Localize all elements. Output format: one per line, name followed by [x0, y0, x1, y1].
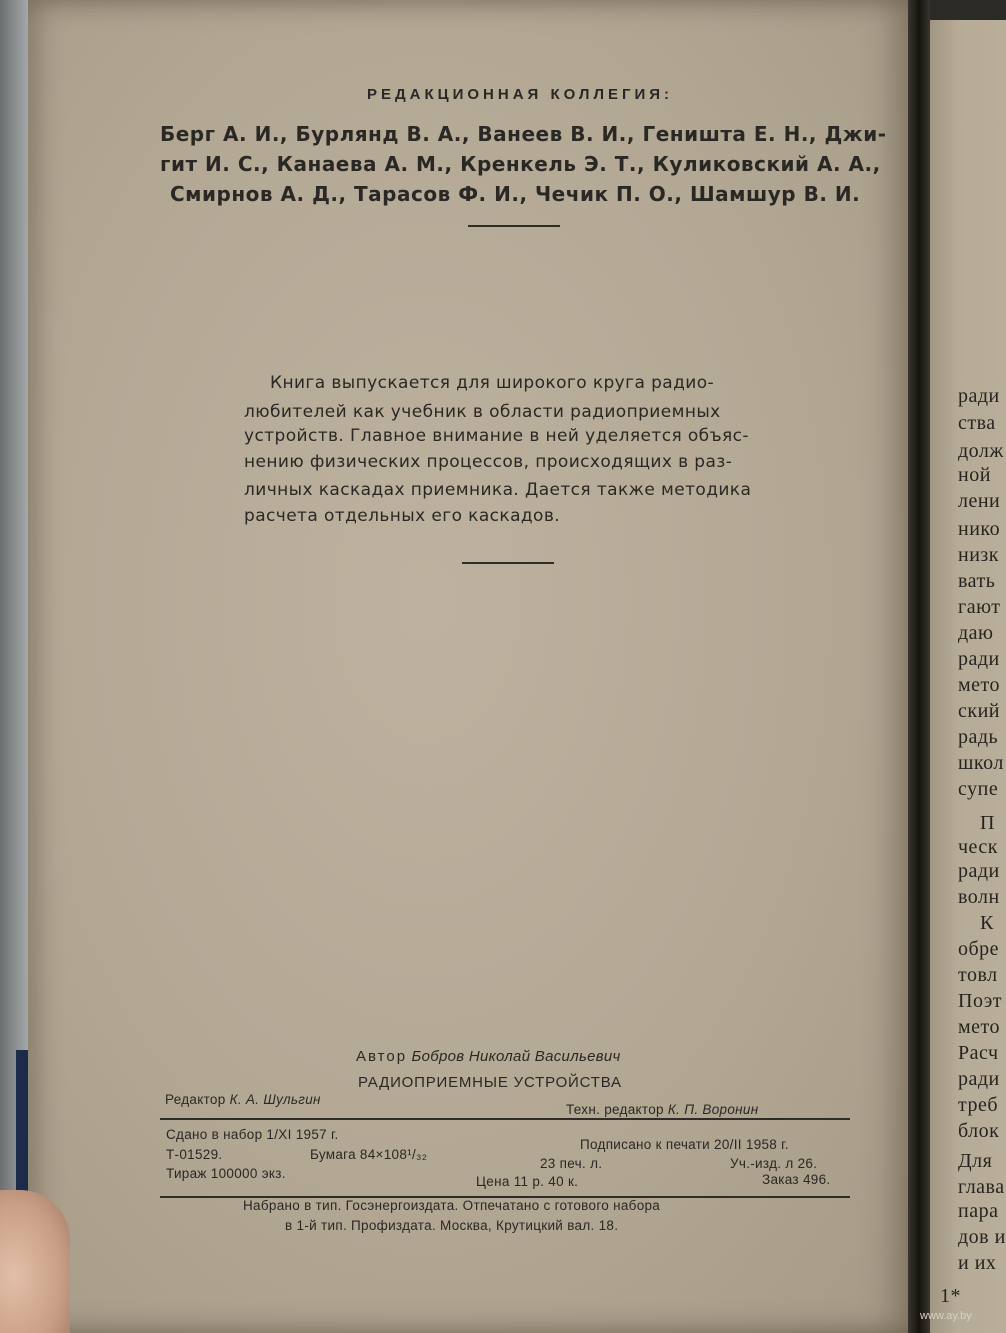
- editorial-board-line-3: Смирнов А. Д., Тарасов Ф. И., Чечик П. О., Шамшур В. И.: [170, 182, 861, 206]
- order-number: Заказ 496.: [762, 1172, 831, 1187]
- next-page-fragment: К: [980, 912, 994, 934]
- author-name: Бобров Николай Васильевич: [411, 1048, 621, 1065]
- submitted-date: Сдано в набор 1/XI 1957 г.: [166, 1127, 339, 1142]
- editorial-board-line-1: Берг А. И., Бурлянд В. А., Ванеев В. И., Геништа Е. Н., Джи-: [160, 122, 887, 146]
- editorial-board-heading: РЕДАКЦИОННАЯ КОЛЛЕГИЯ:: [366, 86, 674, 103]
- tech-editor-prefix: Техн. редактор: [566, 1102, 664, 1117]
- publisher-sheets: Уч.-изд. л 26.: [730, 1156, 818, 1171]
- tech-editor-line: [566, 1102, 758, 1117]
- next-page-fragment: ради: [958, 1068, 1000, 1090]
- tech-editor-name: К. П. Воронин: [667, 1102, 759, 1117]
- next-page-fragment: вать: [958, 570, 996, 592]
- print-code: Т-01529.: [166, 1147, 223, 1162]
- next-page-fragment: Расч: [958, 1042, 999, 1064]
- paper-format: Бумага 84×108¹/₃₂: [310, 1147, 428, 1162]
- annotation-line-4: нению физических процессов, происходящих в раз-: [244, 452, 733, 472]
- next-page-fragment: Поэт: [958, 990, 1003, 1012]
- divider-middle: [462, 562, 554, 564]
- next-page-fragment: ради: [958, 648, 1000, 670]
- next-page-fragment: дов и: [958, 1226, 1006, 1248]
- annotation-line-5: личных каскадах приемника. Дается также методика: [244, 480, 752, 500]
- next-page-fragment: гают: [958, 596, 1001, 618]
- next-page-fragment: нико: [958, 518, 1001, 540]
- watermark: www.ay.by: [920, 1310, 972, 1322]
- annotation-line-1: Книга выпускается для широкого круга радио-: [270, 373, 715, 393]
- annotation-line-3: устройств. Главное внимание в ней уделяется объяс-: [244, 426, 749, 446]
- editor-name: К. А. Шульгин: [229, 1092, 321, 1107]
- next-page-fragment: блок: [958, 1120, 1000, 1142]
- annotation-line-6: расчета отдельных его каскадов.: [244, 506, 561, 526]
- price: Цена 11 р. 40 к.: [476, 1174, 579, 1189]
- next-page-fragment: 1*: [940, 1285, 961, 1307]
- signed-date: Подписано к печати 20/II 1958 г.: [580, 1137, 789, 1152]
- next-page-fragment: ский: [958, 700, 1000, 722]
- next-page-fragment: школ: [958, 752, 1004, 774]
- next-page-fragment: долж: [958, 440, 1004, 462]
- printing-info-line-1: Набрано в тип. Госэнергоиздата. Отпечатано с готового набора: [243, 1198, 661, 1213]
- book-title: РАДИОПРИЕМНЫЕ УСТРОЙСТВА: [358, 1074, 622, 1091]
- next-page-fragment: супе: [958, 778, 999, 800]
- next-page-fragment: даю: [958, 622, 994, 644]
- next-page-fragment: обре: [958, 938, 1000, 960]
- next-page-fragment: волн: [958, 886, 1000, 908]
- author-prefix: Автор: [356, 1048, 408, 1065]
- next-page-fragment: Для: [958, 1150, 993, 1172]
- next-page-fragment: ради: [958, 860, 1000, 882]
- next-page-fragment: мето: [958, 674, 1001, 696]
- author-line: [356, 1048, 621, 1065]
- next-page-fragment: мето: [958, 1016, 1001, 1038]
- editor-line: [165, 1092, 321, 1107]
- next-page-fragment: товл: [958, 964, 998, 986]
- next-page-fragment: ради: [958, 385, 1000, 407]
- annotation-line-2: любителей как учебник в области радиоприемных: [244, 402, 721, 422]
- circulation: Тираж 100000 экз.: [166, 1166, 286, 1181]
- next-page-fragment: лени: [958, 490, 1001, 512]
- next-page-fragment: глава: [958, 1176, 1005, 1198]
- next-page-fragment: П: [980, 812, 995, 834]
- next-page-fragment: пара: [958, 1200, 999, 1222]
- next-page-fragment: ства: [958, 412, 996, 434]
- printing-info-line-2: в 1-й тип. Профиздата. Москва, Крутицкий вал. 18.: [285, 1218, 619, 1233]
- print-sheets: 23 печ. л.: [540, 1156, 603, 1171]
- next-page-fragment: и их: [958, 1252, 997, 1274]
- next-page-fragment: низк: [958, 544, 1000, 566]
- editor-prefix: Редактор: [165, 1092, 226, 1107]
- divider-top: [468, 225, 560, 227]
- next-page-fragment: ной: [958, 464, 991, 486]
- next-page-fragment: радь: [958, 726, 999, 748]
- hand-finger: [0, 1190, 70, 1333]
- book-gutter: [908, 0, 930, 1333]
- editorial-board-line-2: гит И. С., Канаева А. М., Кренкель Э. Т., Куликовский А. А.,: [160, 152, 881, 176]
- next-page-fragment: ческ: [958, 836, 999, 858]
- next-page-fragment: треб: [958, 1094, 999, 1116]
